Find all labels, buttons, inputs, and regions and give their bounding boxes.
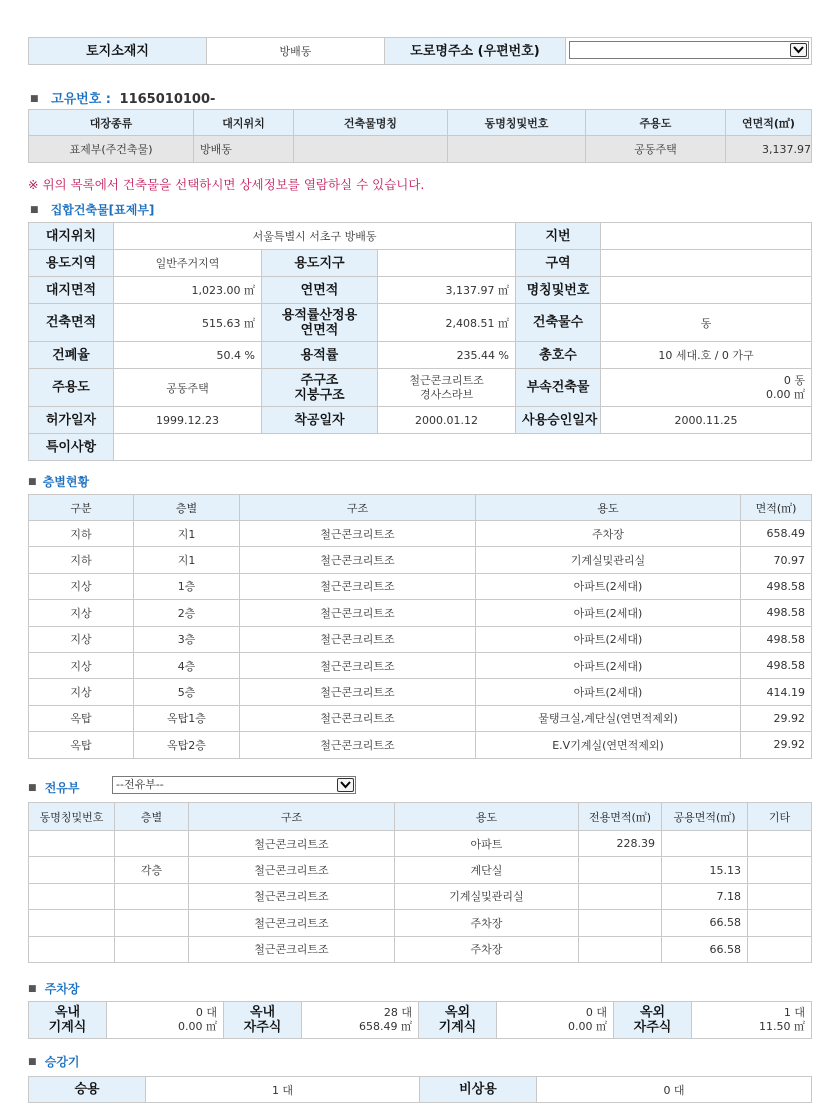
- unit-exclusive-area-cell: [579, 936, 662, 962]
- unit-exclusive-area-cell: [579, 883, 662, 909]
- floor-level-cell: 지1: [134, 521, 240, 547]
- floor-area-cell: 498.58: [741, 573, 812, 599]
- top-address-bar: [28, 37, 812, 65]
- table-row: [29, 705, 812, 731]
- square-bullet-icon: ■: [28, 1057, 37, 1067]
- ledger-list-table: [28, 109, 812, 163]
- parking-table: [28, 1001, 812, 1039]
- unit-dong-cell: [29, 883, 115, 909]
- annex-count-value: 0 동: [783, 373, 806, 387]
- floor-use-cell: E.V기계실(연면적제외): [476, 732, 741, 758]
- district-value: [378, 250, 516, 277]
- floors-title: 층별현황: [42, 475, 90, 489]
- parking-count-value: 0 대: [195, 1006, 217, 1019]
- parking-type-label-line2: 기계식: [48, 1020, 87, 1035]
- table-row: [29, 573, 812, 599]
- lot-no-label: 지번: [516, 223, 601, 250]
- square-bullet-icon: ■: [28, 984, 37, 994]
- col-header: 용도: [395, 803, 579, 831]
- floor-structure-cell: 철근콘크리트조: [240, 547, 476, 573]
- unit-use-cell: 계단실: [395, 857, 579, 883]
- col-header: 구조: [240, 495, 476, 521]
- parking-count-value: 0 대: [585, 1006, 607, 1019]
- far-area-value: 2,408.51 ㎡: [378, 304, 516, 342]
- table-row: [29, 679, 812, 705]
- floor-structure-cell: 철근콘크리트조: [240, 521, 476, 547]
- parking-type-label: [224, 1002, 302, 1039]
- main-use-label: 주용도: [29, 369, 114, 407]
- permit-date-label: 허가일자: [29, 407, 114, 434]
- site-location-label: 대지위치: [29, 223, 114, 250]
- parking-area-value: 11.50 ㎡: [759, 1020, 805, 1033]
- unit-exclusive-area-cell: 228.39: [579, 831, 662, 857]
- district-label: 용도지구: [262, 250, 378, 277]
- floor-area-cell: 29.92: [741, 705, 812, 731]
- ledger-name-cell[interactable]: [294, 136, 448, 163]
- floor-structure-cell: 철근콘크리트조: [240, 732, 476, 758]
- zone-label: 용도지역: [29, 250, 114, 277]
- col-header: 층별: [115, 803, 189, 831]
- building-area-value: 515.63 ㎡: [114, 304, 262, 342]
- floor-use-cell: 기계실및관리실: [476, 547, 741, 573]
- chevron-down-icon[interactable]: [790, 43, 807, 57]
- emergency-elevator-label: 비상용: [420, 1077, 537, 1103]
- parking-area-value: 658.49 ㎡: [359, 1020, 412, 1033]
- lot-no-value: [601, 223, 812, 250]
- col-header: 건축물명칭: [294, 110, 448, 136]
- elevator-heading: [28, 1053, 79, 1070]
- col-header: 주용도: [586, 110, 726, 136]
- floors-header-row: [29, 495, 812, 521]
- unit-use-cell: 주차장: [395, 910, 579, 936]
- unit-etc-cell: [748, 857, 812, 883]
- floor-division-cell: 지상: [29, 679, 134, 705]
- col-header: 층별: [134, 495, 240, 521]
- floor-use-cell: 아파트(2세대): [476, 600, 741, 626]
- col-header: 구조: [189, 803, 395, 831]
- col-header: 대장종류: [29, 110, 194, 136]
- permit-date-value: 1999.12.23: [114, 407, 262, 434]
- table-row: [29, 857, 812, 883]
- col-header: 면적(㎡): [741, 495, 812, 521]
- units-label: 총호수: [516, 342, 601, 369]
- floor-division-cell: 지상: [29, 626, 134, 652]
- building-count-label: 건축물수: [516, 304, 601, 342]
- area-label: 구역: [516, 250, 601, 277]
- square-bullet-icon: ■: [28, 477, 37, 487]
- far-value: 235.44 %: [378, 342, 516, 369]
- table-row: [29, 732, 812, 758]
- name-value: [601, 277, 812, 304]
- annex-area-value: 0.00 ㎡: [766, 387, 806, 401]
- start-date-label: 착공일자: [262, 407, 378, 434]
- unit-etc-cell: [748, 936, 812, 962]
- unit-common-area-cell: 7.18: [662, 883, 748, 909]
- structure-value-line1: 철근콘크리트조: [409, 373, 484, 387]
- floor-area-cell: 498.58: [741, 626, 812, 652]
- table-row: [29, 521, 812, 547]
- land-location-value: 방배동: [207, 38, 385, 65]
- emergency-elevator-value: 0 대: [537, 1077, 812, 1103]
- unit-floor-cell: [115, 831, 189, 857]
- units-value: 10 세대.호 / 0 가구: [601, 342, 812, 369]
- unit-floor-cell: [115, 936, 189, 962]
- parking-area-value: 0.00 ㎡: [178, 1020, 217, 1033]
- floor-level-cell: 3층: [134, 626, 240, 652]
- selection-notice: ※ 위의 목록에서 건축물을 선택하시면 상세정보를 열람하실 수 있습니다.: [28, 177, 425, 192]
- chevron-down-icon[interactable]: [337, 778, 354, 792]
- table-row: [29, 626, 812, 652]
- parking-type-label: [419, 1002, 497, 1039]
- unit-floor-cell: 각층: [115, 857, 189, 883]
- table-row: [29, 936, 812, 962]
- name-label: 명칭및번호: [516, 277, 601, 304]
- floors-body: [29, 521, 812, 759]
- unit-common-area-cell: [662, 831, 748, 857]
- unit-use-cell: 기계실및관리실: [395, 883, 579, 909]
- far-area-label-line1: 용적률산정용: [281, 307, 358, 323]
- floor-use-cell: 아파트(2세대): [476, 626, 741, 652]
- zone-value: 일반주거지역: [114, 250, 262, 277]
- building-area-label: 건축면적: [29, 304, 114, 342]
- ownership-header-row: [29, 803, 812, 831]
- remarks-value: [114, 434, 812, 461]
- ownership-table: [28, 802, 812, 963]
- elevator-table: [28, 1076, 812, 1103]
- structure-label: [262, 369, 378, 407]
- col-header: 용도: [476, 495, 741, 521]
- floor-area-cell: 498.58: [741, 600, 812, 626]
- unit-etc-cell: [748, 910, 812, 936]
- unit-structure-cell: 철근콘크리트조: [189, 857, 395, 883]
- parking-value: [497, 1002, 614, 1039]
- col-header: 구분: [29, 495, 134, 521]
- square-bullet-icon: ■: [30, 205, 39, 215]
- floor-use-cell: 물탱크실,계단실(연면적제외): [476, 705, 741, 731]
- bcr-label: 건폐율: [29, 342, 114, 369]
- ledger-type-cell[interactable]: 표제부(주건축물): [29, 136, 194, 163]
- elevator-title: 승강기: [44, 1055, 80, 1069]
- parking-type-label: [614, 1002, 692, 1039]
- parking-type-label-line1: 옥외: [444, 1005, 471, 1020]
- summary-table: [28, 222, 812, 461]
- unit-structure-cell: 철근콘크리트조: [189, 831, 395, 857]
- unit-etc-cell: [748, 883, 812, 909]
- col-header: 동명칭및번호: [29, 803, 115, 831]
- floor-structure-cell: 철근콘크리트조: [240, 652, 476, 678]
- floor-level-cell: 4층: [134, 652, 240, 678]
- floor-use-cell: 주차장: [476, 521, 741, 547]
- unit-etc-cell: [748, 831, 812, 857]
- summary-title: 집합건축물[표제부]: [50, 203, 155, 217]
- floor-structure-cell: 철근콘크리트조: [240, 626, 476, 652]
- main-use-value: 공동주택: [114, 369, 262, 407]
- remarks-label: 특이사항: [29, 434, 114, 461]
- parking-area-value: 0.00 ㎡: [568, 1020, 607, 1033]
- floor-level-cell: 5층: [134, 679, 240, 705]
- table-row: [29, 831, 812, 857]
- passenger-elevator-value: 1 대: [146, 1077, 420, 1103]
- parking-type-label-line2: 기계식: [438, 1020, 477, 1035]
- unit-dong-cell: [29, 936, 115, 962]
- floor-area-cell: 498.58: [741, 652, 812, 678]
- summary-heading: [30, 201, 154, 218]
- col-header: 전용면적(㎡): [579, 803, 662, 831]
- ledger-list-row[interactable]: [29, 136, 812, 163]
- parking-type-label-line2: 자주식: [243, 1020, 282, 1035]
- table-row: [29, 547, 812, 573]
- col-header: 기타: [748, 803, 812, 831]
- structure-label-line2: 지붕구조: [294, 387, 345, 403]
- table-row: [29, 600, 812, 626]
- unit-common-area-cell: 66.58: [662, 936, 748, 962]
- unique-number-heading: [30, 88, 215, 107]
- building-count-value: 동: [601, 304, 812, 342]
- col-header: 연면적(㎡): [726, 110, 812, 136]
- unit-dong-cell: [29, 910, 115, 936]
- unit-use-cell: 아파트: [395, 831, 579, 857]
- unit-floor-cell: [115, 910, 189, 936]
- parking-title: 주차장: [44, 982, 80, 996]
- floor-area-cell: 414.19: [741, 679, 812, 705]
- table-row: [29, 652, 812, 678]
- unit-exclusive-area-cell: [579, 910, 662, 936]
- unit-structure-cell: 철근콘크리트조: [189, 883, 395, 909]
- parking-type-label-line1: 옥내: [54, 1005, 81, 1020]
- parking-value: [692, 1002, 812, 1039]
- total-floor-area-label: 연면적: [262, 277, 378, 304]
- unit-structure-cell: 철근콘크리트조: [189, 936, 395, 962]
- road-address-label: 도로명주소 (우편번호): [385, 38, 566, 65]
- ownership-body: [29, 831, 812, 963]
- road-address-select[interactable]: [569, 41, 809, 59]
- parking-type-label-line1: 옥외: [639, 1005, 666, 1020]
- structure-value-line2: 경사스라브: [419, 387, 474, 401]
- ownership-title: 전유부: [44, 781, 80, 795]
- unit-structure-cell: 철근콘크리트조: [189, 910, 395, 936]
- col-header: 동명칭및번호: [448, 110, 586, 136]
- parking-row: [29, 1002, 812, 1039]
- unit-exclusive-area-cell: [579, 857, 662, 883]
- table-row: [29, 883, 812, 909]
- far-area-label-line2: 연면적: [300, 322, 339, 338]
- parking-count-value: 28 대: [383, 1006, 412, 1019]
- site-area-label: 대지면적: [29, 277, 114, 304]
- floor-area-cell: 658.49: [741, 521, 812, 547]
- floor-division-cell: 지하: [29, 521, 134, 547]
- site-area-value: 1,023.00 ㎡: [114, 277, 262, 304]
- ledger-use-cell[interactable]: 공동주택: [586, 136, 726, 163]
- parking-value: [107, 1002, 224, 1039]
- unit-dong-cell: [29, 831, 115, 857]
- floor-area-cell: 29.92: [741, 732, 812, 758]
- parking-count-value: 1 대: [783, 1006, 805, 1019]
- floor-use-cell: 아파트(2세대): [476, 652, 741, 678]
- floor-level-cell: 옥탑2층: [134, 732, 240, 758]
- land-location-label: 토지소재지: [29, 38, 207, 65]
- floor-area-cell: 70.97: [741, 547, 812, 573]
- floors-table: [28, 494, 812, 759]
- ownership-select-value: --전유부--: [116, 778, 164, 791]
- site-location-value: 서울특별시 서초구 방배동: [114, 223, 516, 250]
- floor-division-cell: 옥탑: [29, 732, 134, 758]
- far-area-label: [262, 304, 378, 342]
- square-bullet-icon: ■: [28, 783, 37, 793]
- total-floor-area-value: 3,137.97 ㎡: [378, 277, 516, 304]
- floor-use-cell: 아파트(2세대): [476, 573, 741, 599]
- ledger-dong-cell[interactable]: [448, 136, 586, 163]
- structure-label-line1: 주구조: [300, 372, 339, 388]
- floor-level-cell: 옥탑1층: [134, 705, 240, 731]
- floor-level-cell: 1층: [134, 573, 240, 599]
- ownership-heading: [28, 779, 79, 796]
- unique-number-label: 고유번호 :: [51, 92, 112, 107]
- approval-date-value: 2000.11.25: [601, 407, 812, 434]
- floor-division-cell: 지상: [29, 600, 134, 626]
- floor-division-cell: 지상: [29, 652, 134, 678]
- parking-type-label-line1: 옥내: [249, 1005, 276, 1020]
- floor-use-cell: 아파트(2세대): [476, 679, 741, 705]
- annex-label: 부속건축물: [516, 369, 601, 407]
- floor-level-cell: 지1: [134, 547, 240, 573]
- floor-division-cell: 지상: [29, 573, 134, 599]
- parking-type-label-line2: 자주식: [633, 1020, 672, 1035]
- floors-heading: [28, 473, 89, 490]
- unit-common-area-cell: 15.13: [662, 857, 748, 883]
- ledger-location-cell[interactable]: 방배동: [194, 136, 294, 163]
- parking-heading: [28, 980, 79, 997]
- table-row: [29, 910, 812, 936]
- parking-type-label: [29, 1002, 107, 1039]
- ownership-select[interactable]: [112, 776, 356, 794]
- unit-floor-cell: [115, 883, 189, 909]
- start-date-value: 2000.01.12: [378, 407, 516, 434]
- col-header: 공용면적(㎡): [662, 803, 748, 831]
- approval-date-label: 사용승인일자: [516, 407, 601, 434]
- floor-structure-cell: 철근콘크리트조: [240, 573, 476, 599]
- floor-structure-cell: 철근콘크리트조: [240, 705, 476, 731]
- area-value: [601, 250, 812, 277]
- bcr-value: 50.4 %: [114, 342, 262, 369]
- annex-value: [601, 369, 812, 407]
- floor-structure-cell: 철근콘크리트조: [240, 679, 476, 705]
- floor-structure-cell: 철근콘크리트조: [240, 600, 476, 626]
- floor-division-cell: 지하: [29, 547, 134, 573]
- unique-number-value: 1165010100-: [119, 92, 216, 107]
- far-label: 용적률: [262, 342, 378, 369]
- ledger-list-header-row: [29, 110, 812, 136]
- unit-use-cell: 주차장: [395, 936, 579, 962]
- unit-dong-cell: [29, 857, 115, 883]
- structure-value: [378, 369, 516, 407]
- col-header: 대지위치: [194, 110, 294, 136]
- square-bullet-icon: ■: [30, 94, 39, 104]
- passenger-elevator-label: 승용: [29, 1077, 146, 1103]
- parking-value: [302, 1002, 419, 1039]
- unit-common-area-cell: 66.58: [662, 910, 748, 936]
- floor-level-cell: 2층: [134, 600, 240, 626]
- floor-division-cell: 옥탑: [29, 705, 134, 731]
- ledger-area-cell[interactable]: 3,137.97: [726, 136, 812, 163]
